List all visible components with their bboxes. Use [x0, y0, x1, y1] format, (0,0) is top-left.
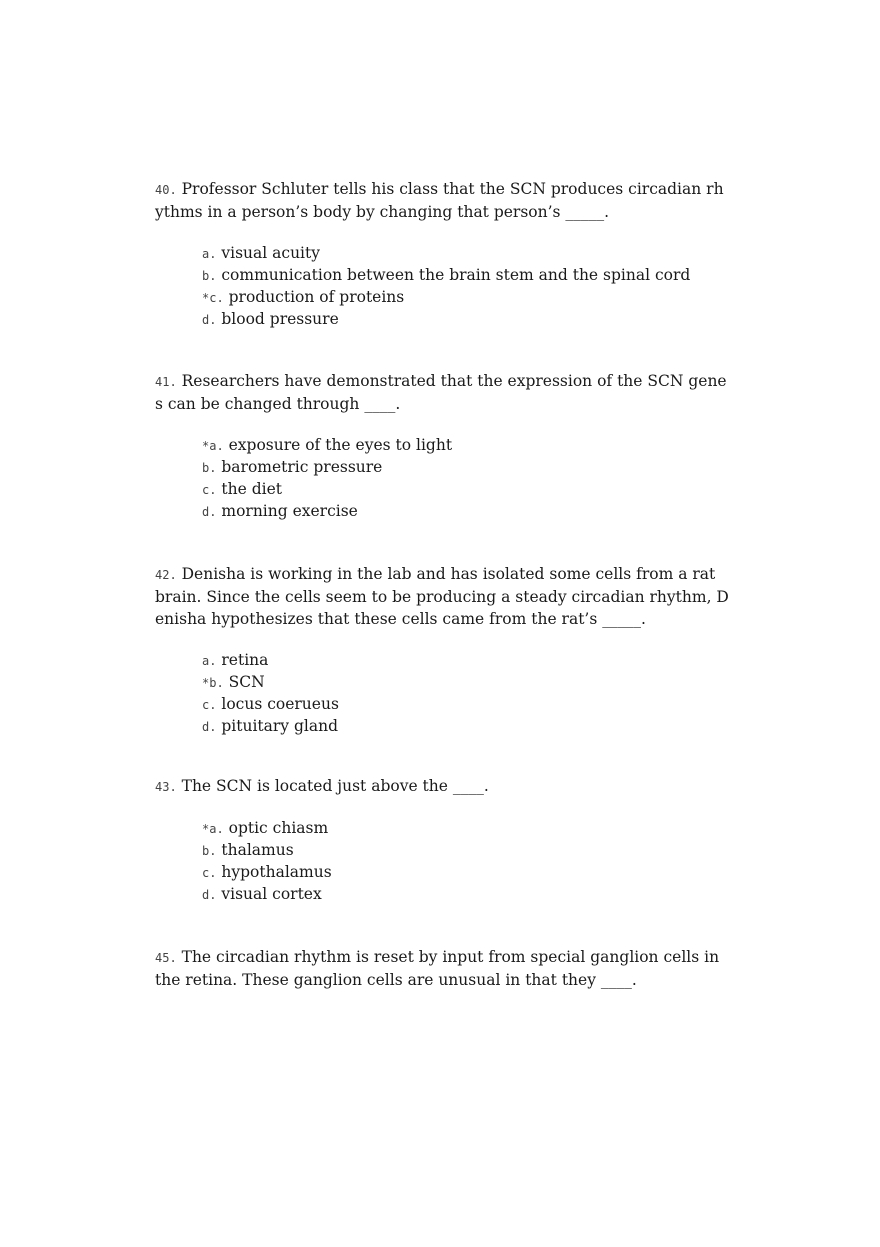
answer-option-a: [202, 243, 730, 265]
answer-options: [202, 435, 730, 523]
answer-option-d: [202, 501, 730, 523]
option-text: communication between the brain stem and the spinal cord: [216, 266, 691, 284]
option-letter: c.: [202, 483, 217, 497]
question-45: [155, 946, 730, 991]
option-letter: d.: [202, 505, 217, 519]
answer-option-a: [202, 650, 730, 672]
option-letter: b.: [202, 844, 217, 858]
answer-option-c: [202, 287, 730, 309]
answer-option-c: [202, 694, 730, 716]
answer-option-d: [202, 884, 730, 906]
answer-option-a: [202, 818, 730, 840]
answer-option-d: [202, 309, 730, 331]
option-text: morning exercise: [216, 502, 358, 520]
answer-option-b: [202, 672, 730, 694]
question-text: The SCN is located just above the ____.: [176, 777, 489, 795]
question-42: [155, 563, 730, 738]
option-letter: b.: [202, 269, 217, 283]
question-number: 40.: [155, 183, 177, 197]
option-letter: b.: [202, 461, 217, 475]
option-letter: a.: [202, 654, 217, 668]
option-text: thalamus: [216, 841, 294, 859]
question-stem: [155, 370, 730, 415]
answer-option-c: [202, 479, 730, 501]
option-letter: c.: [202, 866, 217, 880]
question-number: 43.: [155, 780, 177, 794]
option-text: production of proteins: [223, 288, 405, 306]
option-letter: *b.: [202, 676, 224, 690]
option-letter: a.: [202, 247, 217, 261]
answer-options: [202, 243, 730, 331]
answer-options: [202, 818, 730, 906]
option-text: hypothalamus: [216, 863, 332, 881]
question-number: 42.: [155, 568, 177, 582]
question-text: The circadian rhythm is reset by input from special ganglion cells in the retina. These ganglion cells are unusual in that they ____.: [155, 948, 720, 989]
question-40: [155, 178, 730, 331]
option-text: SCN: [223, 673, 265, 691]
option-letter: *a.: [202, 439, 224, 453]
question-number: 45.: [155, 951, 177, 965]
option-text: barometric pressure: [216, 458, 383, 476]
option-text: retina: [216, 651, 269, 669]
answer-option-a: [202, 435, 730, 457]
question-stem: [155, 775, 730, 798]
option-letter: c.: [202, 698, 217, 712]
question-43: [155, 775, 730, 906]
option-text: pituitary gland: [216, 717, 339, 735]
option-text: blood pressure: [216, 310, 339, 328]
answer-options: [202, 650, 730, 738]
option-letter: d.: [202, 888, 217, 902]
option-text: the diet: [216, 480, 282, 498]
option-text: visual acuity: [216, 244, 321, 262]
answer-option-b: [202, 457, 730, 479]
option-text: locus coerueus: [216, 695, 339, 713]
answer-option-b: [202, 265, 730, 287]
option-letter: *a.: [202, 822, 224, 836]
question-stem: [155, 563, 730, 630]
question-text: Professor Schluter tells his class that the SCN produces circadian rhythms in a person’s body by changing that person’s _____.: [155, 180, 724, 221]
option-letter: d.: [202, 313, 217, 327]
question-text: Researchers have demonstrated that the expression of the SCN genes can be changed through ____.: [155, 372, 727, 413]
answer-option-c: [202, 862, 730, 884]
option-letter: *c.: [202, 291, 224, 305]
option-text: exposure of the eyes to light: [223, 436, 453, 454]
question-stem: [155, 946, 730, 991]
question-stem: [155, 178, 730, 223]
option-text: visual cortex: [216, 885, 322, 903]
question-41: [155, 370, 730, 523]
answer-option-b: [202, 840, 730, 862]
answer-option-d: [202, 716, 730, 738]
question-number: 41.: [155, 375, 177, 389]
question-text: Denisha is working in the lab and has isolated some cells from a rat brain. Since the cells seem to be producing a steady circadian rhythm, Denisha hypothesizes that these cells came from the rat’s _____.: [155, 565, 729, 628]
option-text: optic chiasm: [223, 819, 329, 837]
option-letter: d.: [202, 720, 217, 734]
